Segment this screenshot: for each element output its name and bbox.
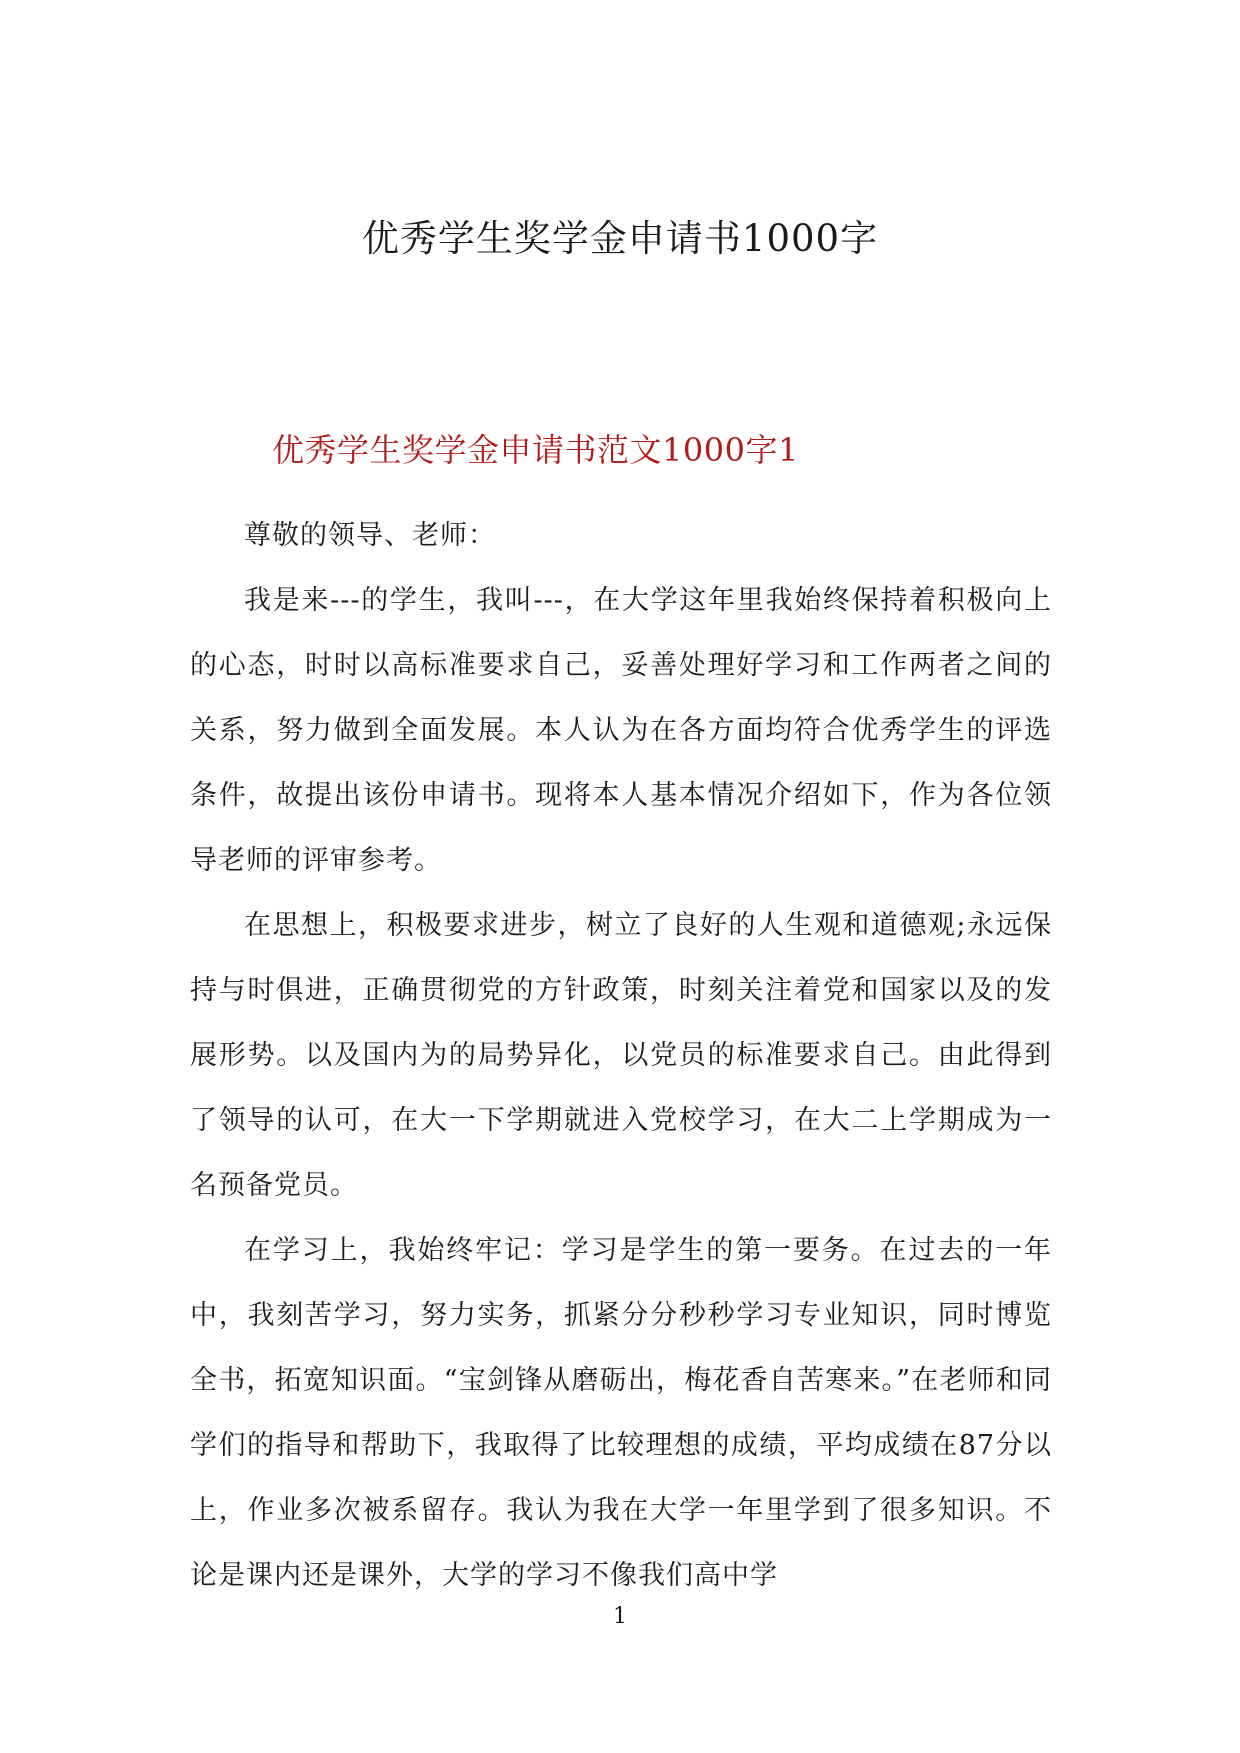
document-title: 优秀学生奖学金申请书1000字 (361, 217, 879, 260)
salutation-paragraph: 尊敬的领导、老师： (244, 520, 496, 551)
body-text (190, 503, 1052, 1608)
study-paragraph: 在学习上，我始终牢记：学习是学生的第一要务。在过去的一年中，我刻苦学习，努力实务，抓紧分分秒秒学习专业知识，同时博览全书，拓宽知识面。“宝剑锋从磨砺出，梅花香自苦寒来。”在老师和同学们的指导和帮助下，我取得了比较理想的成绩，平均成绩在87分以上，作业多次被系留存。我认为我在大学一年里学到了很多知识。不论是课内还是课外，大学的学习不像我们高中学 (190, 1235, 1052, 1591)
page-number: 1 (613, 1604, 627, 1629)
section-heading: 优秀学生奖学金申请书范文1000字1 (272, 431, 799, 469)
intro-paragraph: 我是来---的学生，我叫---，在大学这年里我始终保持着积极向上的心态，时时以高标准要求自己，妥善处理好学习和工作两者之间的关系，努力做到全面发展。本人认为在各方面均符合优秀学生的评选条件，故提出该份申请书。现将本人基本情况介绍如下，作为各位领导老师的评审参考。 (190, 585, 1052, 876)
ideology-paragraph: 在思想上，积极要求进步，树立了良好的人生观和道德观;永远保持与时俱进，正确贯彻党的方针政策，时刻关注着党和国家以及的发展形势。以及国内为的局势异化，以党员的标准要求自己。由此得到了领导的认可，在大一下学期就进入党校学习，在大二上学期成为一名预备党员。 (190, 910, 1052, 1201)
